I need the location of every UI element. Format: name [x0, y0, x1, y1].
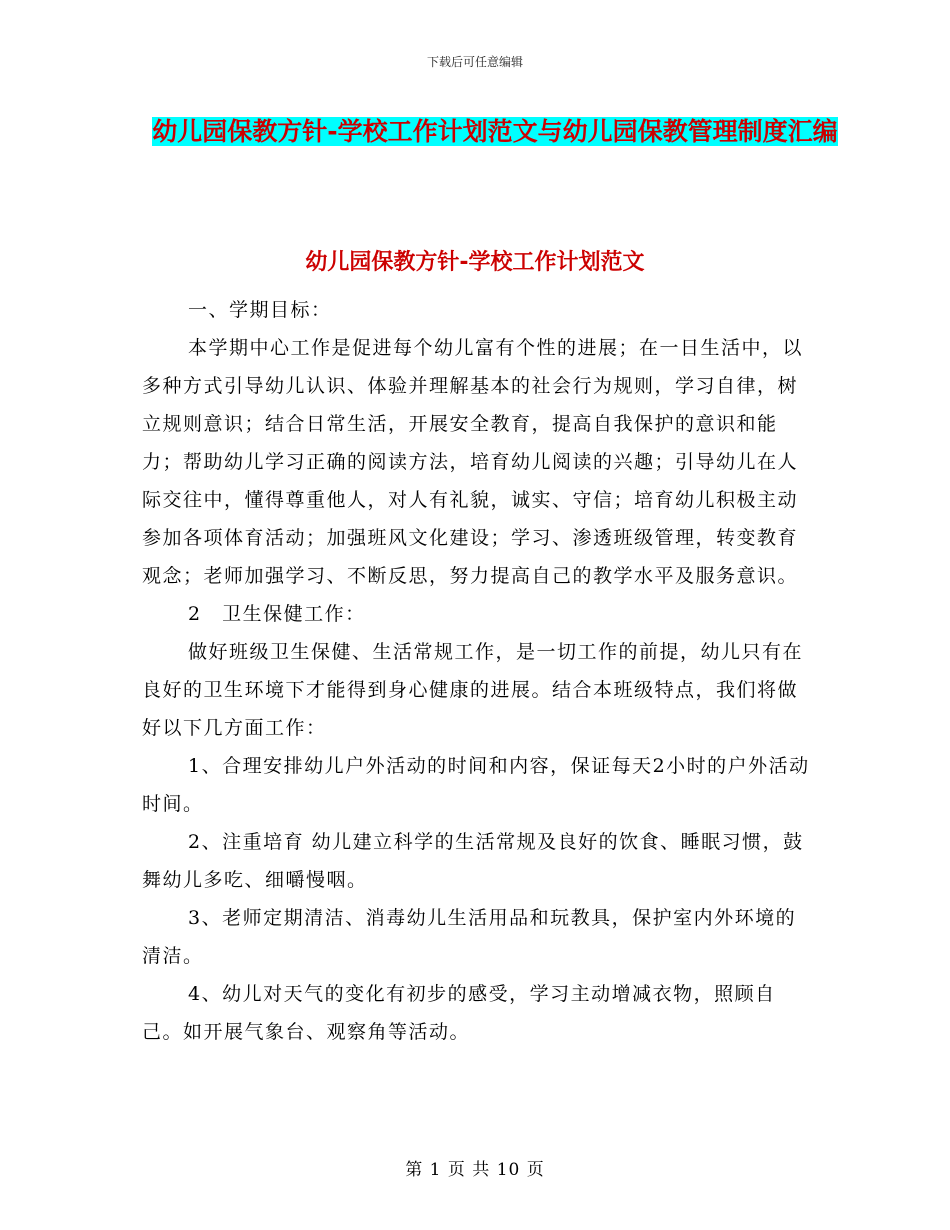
paragraph-heading-health: 2 卫生保健工作： [188, 603, 366, 625]
document-title-text: 幼儿园保教方针-学校工作计划范文与幼儿园保教管理制度汇编 [152, 117, 838, 146]
paragraph-item-1: 1、合理安排幼儿户外活动的时间和内容，保证每天2小时的户外活动时间。 [142, 755, 810, 815]
paragraph-health-intro: 做好班级卫生保健、生活常规工作，是一切工作的前提，幼儿只有在良好的卫生环境下才能得到身心健康的进展。结合本班级特点，我们将做好以下几方面工作： [142, 641, 804, 739]
paragraph-item-3: 3、老师定期清洁、消毒幼儿生活用品和玩教具，保护室内外环境的清洁。 [142, 907, 797, 967]
paragraph-goals: 本学期中心工作是促进每个幼儿富有个性的进展；在一日生活中，以多种方式引导幼儿认识、体验并理解基本的社会行为规则，学习自律，树立规则意识；结合日常生活，开展安全教育，提高自我保护的意识和能力；帮助幼儿学习正确的阅读方法，培育幼儿阅读的兴趣；引导幼儿在人际交往中，懂得尊重他人，对人有礼貌，诚实、守信；培育幼儿积极主动参加各项体育活动；加强班风文化建设；学习、渗透班级管理，转变教育观念；老师加强学习、不断反思，努力提高自己的教学水平及服务意识。 [142, 337, 804, 587]
header-note: 下载后可任意编辑 [426, 55, 523, 69]
section-title: 幼儿园保教方针-学校工作计划范文 [305, 250, 645, 275]
document-title [150, 110, 840, 154]
paragraph-heading-goals: 一、学期目标： [188, 299, 332, 321]
paragraph-item-2: 2、注重培育 幼儿建立科学的生活常规及良好的饮食、睡眠习惯，鼓舞幼儿多吃、细嚼慢咽。 [142, 831, 804, 891]
paragraph-item-4: 4、幼儿对天气的变化有初步的感受，学习主动增减衣物，照顾自己。如开展气象台、观察角等活动。 [142, 983, 776, 1043]
document-body [142, 291, 812, 1051]
page-number: 第 1 页 共 10 页 [405, 1160, 545, 1180]
